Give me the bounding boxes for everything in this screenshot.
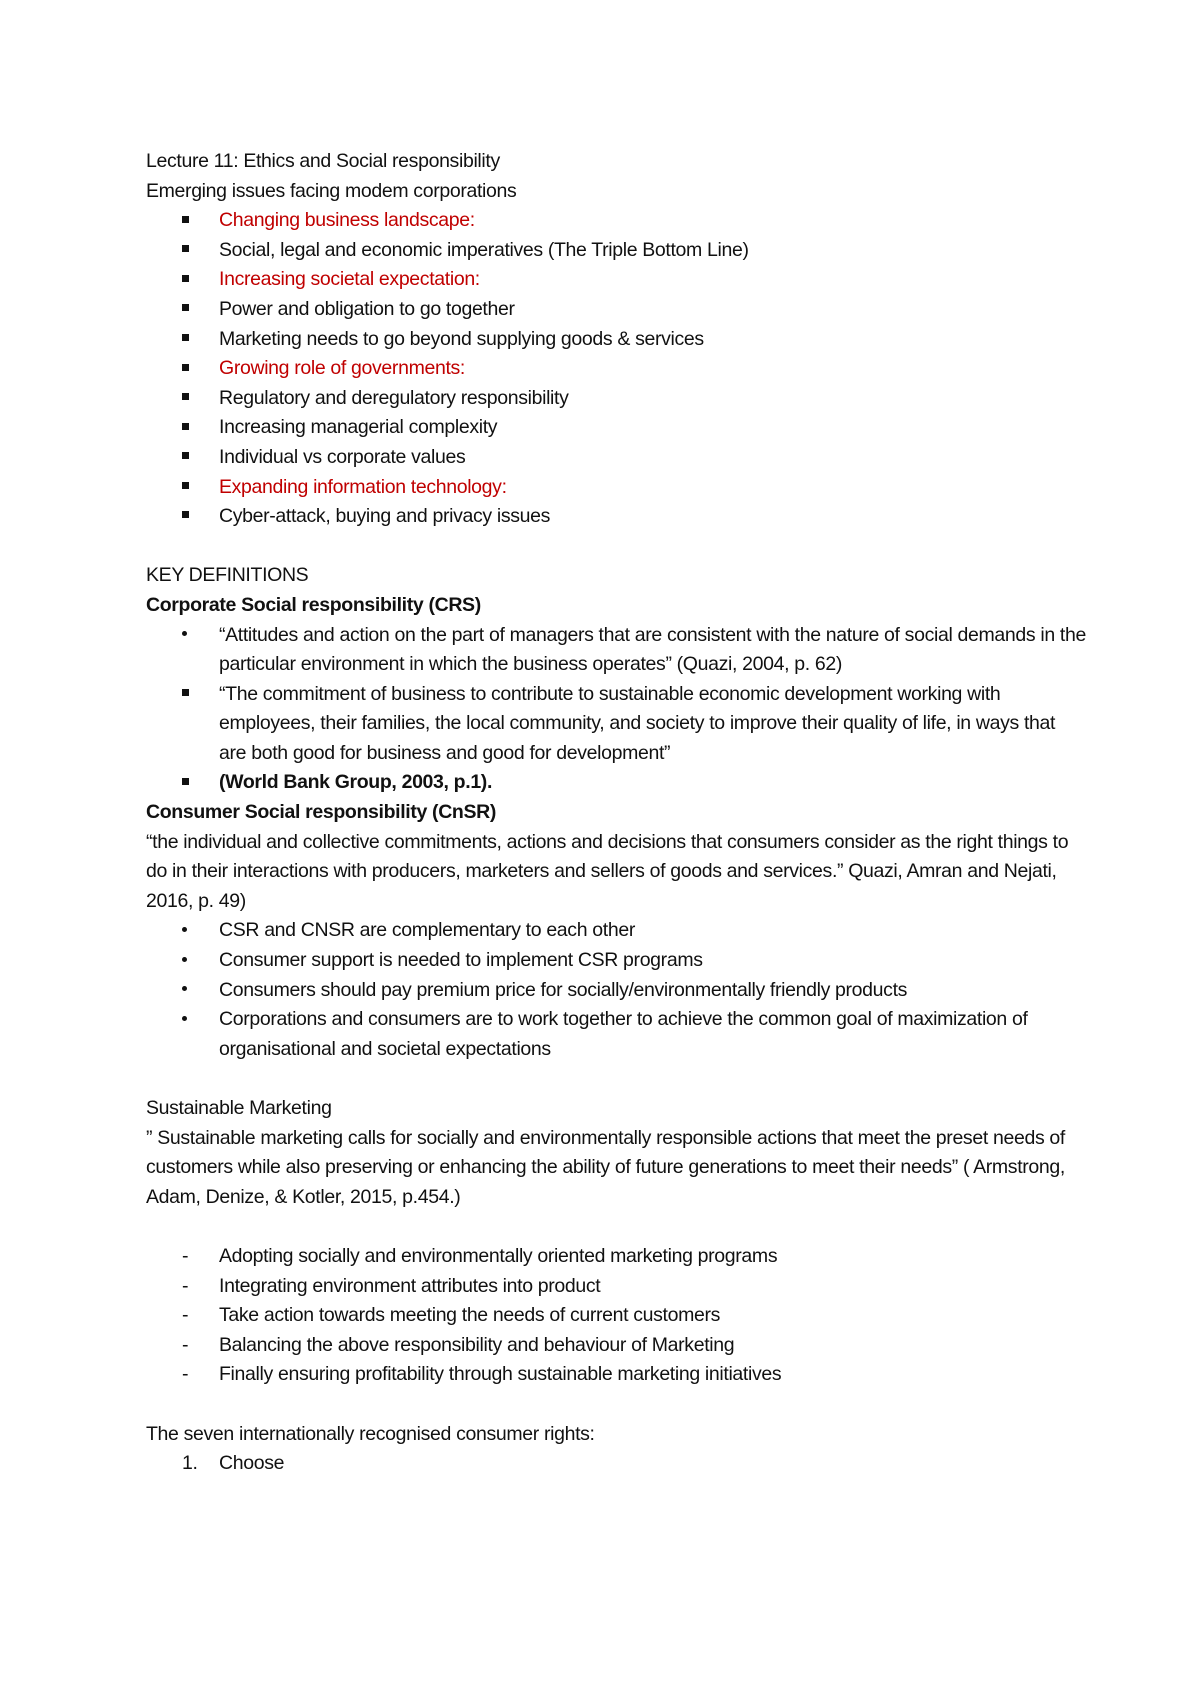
square-bullet-icon [182,452,189,459]
key-definitions-heading: KEY DEFINITIONS [146,564,309,587]
spacer [146,1212,1086,1242]
csr-heading: Corporate Social responsibility (CRS) [146,593,481,616]
square-bullet-icon [182,423,189,430]
square-bullet-icon [182,511,189,518]
list-item [146,1005,1086,1064]
dash-bullet-icon: - [182,1274,189,1297]
dash-bullet-icon: - [182,1304,189,1327]
square-bullet-icon [182,689,189,696]
list-item-text: Finally ensuring profitability through sustainable marketing initiatives [219,1363,782,1386]
round-bullet-icon [182,927,187,932]
list-item [146,443,1086,473]
document-page [146,147,1086,1479]
cnsr-definition: “the individual and collective commitments, actions and decisions that consumers consider as the right things to do in their interactions with producers, marketers and sellers of goods and services.” Quazi, Amran and Nejati, 2016, p. 49) [146,830,1069,912]
dash-bullet-icon: - [182,1333,189,1356]
cnsr-heading: Consumer Social responsibility (CnSR) [146,801,497,824]
spacer [146,532,1086,562]
cnsr-list [146,916,1086,1064]
list-item [146,502,1086,532]
list-number: 1. [182,1452,198,1475]
section-subtitle: Emerging issues facing modem corporations [146,179,517,202]
list-item [146,413,1086,443]
spacer [146,1064,1086,1094]
consumer-rights-list [146,1449,1086,1479]
list-item-text: “The commitment of business to contribute to sustainable economic development working with employees, their families, the local community, and society to improve their quality of life, in ways that are both good for business and good for development” [219,682,1056,764]
square-bullet-icon [182,275,189,282]
list-item-text: Power and obligation to go together [219,297,515,320]
list-item-text: Take action towards meeting the needs of current customers [219,1304,721,1327]
list-item-text: Increasing managerial complexity [219,416,498,439]
list-item [146,1272,1086,1302]
list-item-text: Individual vs corporate values [219,445,466,468]
square-bullet-icon [182,482,189,489]
sustainable-marketing-heading: Sustainable Marketing [146,1097,332,1119]
sustainable-marketing-definition: ” Sustainable marketing calls for socially and environmentally responsible actions that meet the preset needs of customers while also preserving or enhancing the ability of future generations to meet their needs” ( Armstrong, Adam, Denize, & Kotler, 2015, p.454.) [146,1126,1065,1208]
list-item-text: CSR and CNSR are complementary to each other [219,919,635,942]
square-bullet-icon [182,216,189,223]
list-item [146,1331,1086,1361]
list-item [146,236,1086,266]
list-item [146,621,1086,680]
square-bullet-icon [182,245,189,252]
list-item [146,384,1086,414]
square-bullet-icon [182,364,189,371]
list-item-text: Cyber-attack, buying and privacy issues [219,505,551,528]
list-item [146,768,1086,798]
csr-list [146,621,1086,799]
list-item-text: Integrating environment attributes into product [219,1274,601,1297]
list-item-text: Growing role of governments: [219,357,465,380]
page-title: Lecture 11: Ethics and Social responsibility [146,150,500,172]
dash-bullet-icon: - [182,1363,189,1386]
sustainable-marketing-list [146,1242,1086,1390]
list-item-text: Adopting socially and environmentally oriented marketing programs [219,1244,778,1267]
square-bullet-icon [182,304,189,311]
list-item-text: “Attitudes and action on the part of managers that are consistent with the nature of social demands in the particular environment in which the business operates” (Quazi, 2004, p. 62) [219,623,1086,676]
list-item [146,325,1086,355]
list-item-text: Changing business landscape: [219,209,475,232]
list-item-text: Marketing needs to go beyond supplying goods & services [219,327,704,350]
list-item [146,1360,1086,1390]
list-item [146,206,1086,236]
list-item [146,1449,1086,1479]
round-bullet-icon [182,986,187,991]
list-item-text: Consumers should pay premium price for socially/environmentally friendly products [219,978,908,1001]
list-item [146,295,1086,325]
list-item-text: Choose [219,1452,285,1475]
list-item [146,916,1086,946]
list-item-text: (World Bank Group, 2003, p.1). [219,771,493,794]
issues-list [146,206,1086,532]
consumer-rights-heading: The seven internationally recognised consumer rights: [146,1422,595,1445]
round-bullet-icon [182,1016,187,1021]
list-item [146,473,1086,503]
square-bullet-icon [182,778,189,785]
list-item [146,976,1086,1006]
list-item-text: Regulatory and deregulatory responsibility [219,386,569,409]
round-bullet-icon [182,631,187,636]
spacer [146,1390,1086,1420]
list-item-text: Corporations and consumers are to work together to achieve the common goal of maximization of organisational and societal expectations [219,1008,1028,1060]
list-item-text: Increasing societal expectation: [219,268,480,291]
list-item [146,946,1086,976]
dash-bullet-icon: - [182,1244,189,1267]
list-item-text: Balancing the above responsibility and behaviour of Marketing [219,1333,735,1356]
round-bullet-icon [182,957,187,962]
square-bullet-icon [182,393,189,400]
list-item [146,1242,1086,1272]
list-item-text: Consumer support is needed to implement CSR programs [219,949,703,972]
list-item [146,354,1086,384]
square-bullet-icon [182,334,189,341]
list-item-text: Expanding information technology: [219,475,507,498]
list-item [146,265,1086,295]
list-item [146,1301,1086,1331]
list-item-text: Social, legal and economic imperatives (The Triple Bottom Line) [219,238,749,261]
list-item [146,680,1086,769]
